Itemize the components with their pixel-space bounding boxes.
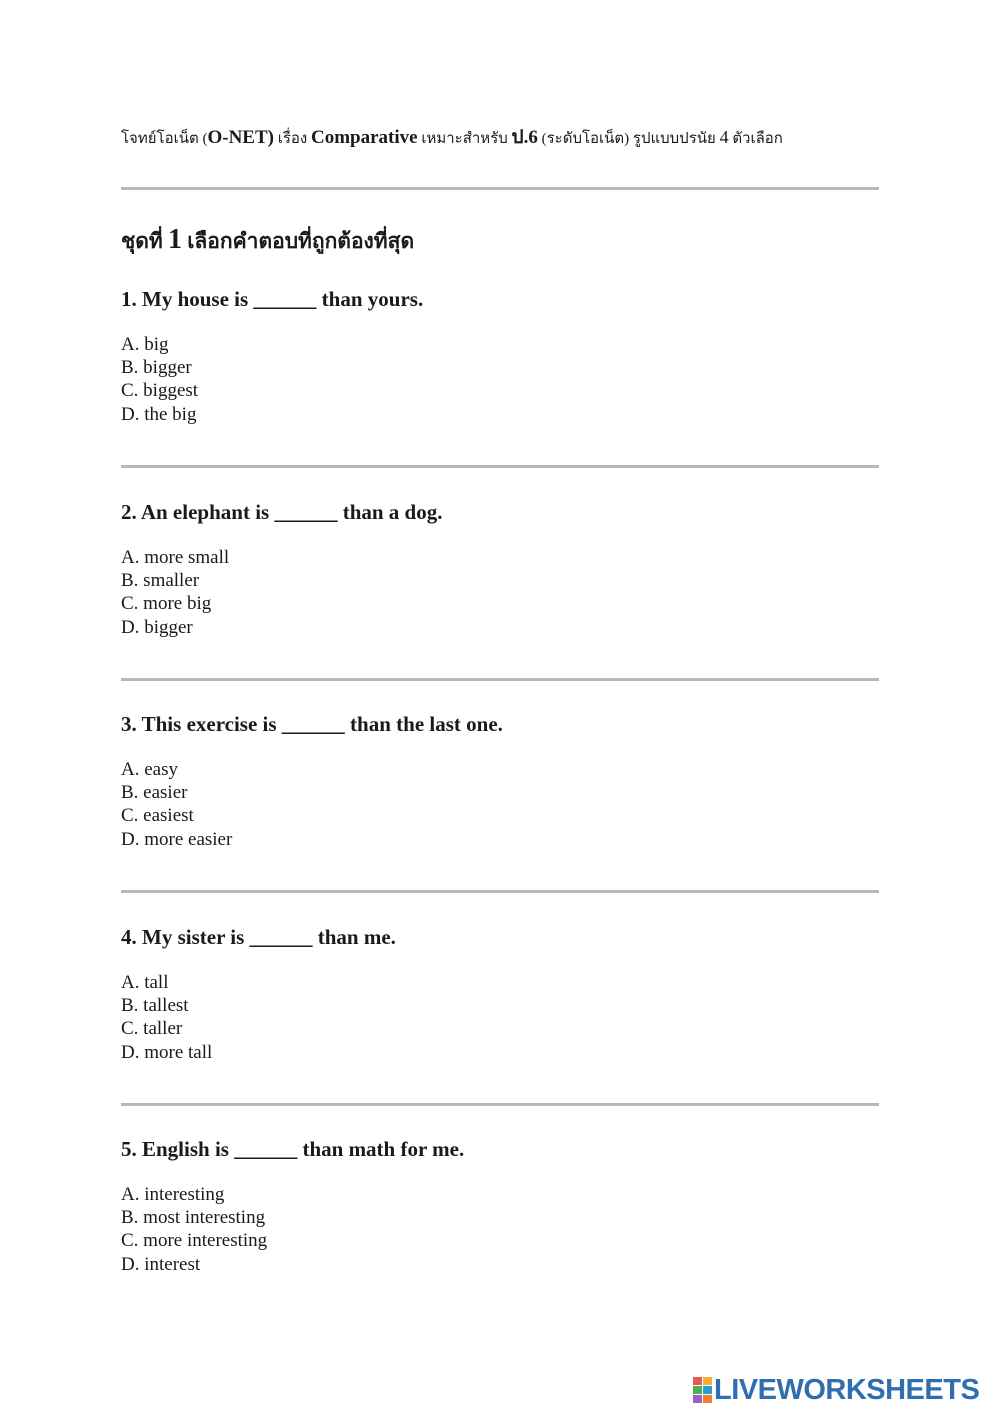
divider-line xyxy=(121,890,879,893)
set-instruction: เลือกคำตอบที่ถูกต้องที่สุด xyxy=(181,229,415,253)
question-5 xyxy=(121,1136,464,1276)
question-text: 3. This exercise is ______ than the last one. xyxy=(121,712,503,736)
question-text: 4. My sister is ______ than me. xyxy=(121,925,396,949)
header-format-label: (ระดับโอเน็ต) รูปแบบปรนัย xyxy=(537,131,720,147)
option-a[interactable]: A. more small xyxy=(121,547,230,568)
options-list xyxy=(121,546,442,639)
question-4 xyxy=(121,924,396,1064)
header-grade: ป.6 xyxy=(511,127,538,148)
options-list xyxy=(121,758,503,851)
question-2 xyxy=(121,499,442,639)
option-d[interactable]: D. interest xyxy=(121,1253,201,1275)
option-d[interactable]: D. the big xyxy=(121,403,197,425)
set-number: 1 xyxy=(167,224,182,255)
divider-line xyxy=(121,465,879,468)
question-1 xyxy=(121,286,423,426)
question-3 xyxy=(121,711,503,851)
option-c[interactable]: C. easiest xyxy=(121,805,194,827)
logo-text: LIVEWORKSHEETS xyxy=(714,1374,980,1406)
question-text: 1. My house is ______ than yours. xyxy=(121,287,424,311)
set-prefix: ชุดที่ xyxy=(121,229,168,253)
header-prefix: โจทย์โอเน็ต ( xyxy=(121,131,208,147)
option-d[interactable]: D. more tall xyxy=(121,1041,213,1063)
question-text: 5. English is ______ than math for me. xyxy=(121,1137,465,1161)
option-c[interactable]: C. taller xyxy=(121,1018,183,1040)
worksheet-header xyxy=(121,122,783,152)
divider-line xyxy=(121,678,879,681)
option-a[interactable]: A. tall xyxy=(121,972,169,993)
liveworksheets-logo xyxy=(693,1373,979,1407)
options-list xyxy=(121,333,423,426)
options-list xyxy=(121,1183,464,1276)
option-b[interactable]: B. bigger xyxy=(121,357,192,379)
header-choice-count: 4 xyxy=(719,127,729,147)
option-d[interactable]: D. bigger xyxy=(121,616,193,638)
logo-mark-icon xyxy=(693,1377,712,1403)
header-suitable-label: เหมาะสำหรับ xyxy=(417,131,512,147)
option-b[interactable]: B. most interesting xyxy=(121,1207,266,1229)
option-c[interactable]: C. biggest xyxy=(121,380,199,402)
options-list xyxy=(121,971,396,1064)
option-a[interactable]: A. easy xyxy=(121,759,178,780)
option-b[interactable]: B. easier xyxy=(121,782,188,804)
option-a[interactable]: A. big xyxy=(121,334,169,355)
option-c[interactable]: C. more interesting xyxy=(121,1230,268,1252)
header-topic: Comparative xyxy=(311,127,418,148)
divider-line xyxy=(121,1103,879,1106)
header-choices-label: ตัวเลือก xyxy=(728,131,783,147)
option-c[interactable]: C. more big xyxy=(121,593,212,615)
set-title xyxy=(121,224,414,258)
option-a[interactable]: A. interesting xyxy=(121,1184,225,1205)
option-b[interactable]: B. smaller xyxy=(121,570,200,592)
header-subject-label: เรื่อง xyxy=(273,131,311,147)
header-onet: O-NET) xyxy=(207,127,274,148)
option-d[interactable]: D. more easier xyxy=(121,828,233,850)
question-text: 2. An elephant is ______ than a dog. xyxy=(121,500,443,524)
divider-line xyxy=(121,187,879,190)
option-b[interactable]: B. tallest xyxy=(121,995,189,1017)
